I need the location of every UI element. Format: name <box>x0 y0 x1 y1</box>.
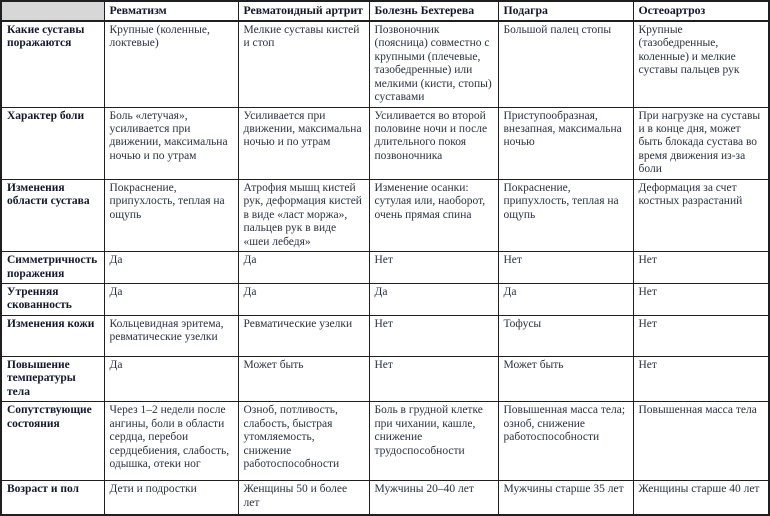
table-cell: Атрофия мышц кистей рук, деформация кистей в виде «ласт моржа», пальцев рук в виде «шеи лебедя» <box>238 179 369 251</box>
table-cell: Тофусы <box>498 315 633 356</box>
table-cell: Женщины старше 40 лет <box>633 481 769 515</box>
table-cell: Может быть <box>238 356 369 401</box>
column-header-bekhterev-disease: Болезнь Бехтерева <box>369 1 498 21</box>
row-label: Сопутствующие состояния <box>1 402 104 481</box>
column-header-osteoarthrosis: Остеоартроз <box>633 1 769 21</box>
row-label: Характер боли <box>1 107 104 179</box>
row-label: Изменения кожи <box>1 315 104 356</box>
table-cell: Да <box>104 356 238 401</box>
table-cell: Да <box>369 283 498 315</box>
table-row-skin-changes <box>1 315 769 356</box>
table-cell: Крупные (тазобедренные, коленные) и мелкие суставы пальцев рук <box>633 21 769 107</box>
table-cell: Нет <box>369 356 498 401</box>
table-cell: Ревматические узелки <box>238 315 369 356</box>
table-cell: Покраснение, припухлость, теплая на ощупь <box>104 179 238 251</box>
table-cell: Женщины 50 и более лет <box>238 481 369 515</box>
table-cell: Мелкие суставы кистей и стоп <box>238 21 369 107</box>
table-cell: Может быть <box>498 356 633 401</box>
table-row-morning-stiffness <box>1 283 769 315</box>
table-cell: Кольцевидная эритема, ревматические узелки <box>104 315 238 356</box>
table-cell: При нагрузке на суставы и в конце дня, может быть блокада сустава во время движения из-за боли <box>633 107 769 179</box>
table-cell: Нет <box>369 315 498 356</box>
table-row-age-and-sex <box>1 481 769 515</box>
table-cell: Нет <box>633 315 769 356</box>
table-cell: Да <box>498 283 633 315</box>
table-cell: Боль «летучая», усиливается при движении, максимальна ночью и по утрам <box>104 107 238 179</box>
table-row-symmetry <box>1 252 769 284</box>
table-row-joint-area-changes <box>1 179 769 251</box>
corner-cell <box>1 1 104 21</box>
table-cell: Озноб, потливость, слабость, быстрая утомляемость, снижение работоспособности <box>238 402 369 481</box>
table-cell: Усиливается во второй половине ночи и после длительного покоя позвоночника <box>369 107 498 179</box>
table-cell: Приступообразная, внезапная, максимальна ночью <box>498 107 633 179</box>
table-cell: Нет <box>498 252 633 284</box>
table-cell: Крупные (коленные, локтевые) <box>104 21 238 107</box>
table-row-pain-character <box>1 107 769 179</box>
table-cell: Нет <box>369 252 498 284</box>
table-cell: Да <box>104 252 238 284</box>
table-cell: Мужчины 20–40 лет <box>369 481 498 515</box>
header-row <box>1 1 769 21</box>
table-cell: Большой палец стопы <box>498 21 633 107</box>
table-cell: Нет <box>633 356 769 401</box>
table-cell: Да <box>238 283 369 315</box>
table-cell: Боль в грудной клетке при чихании, кашле, снижение трудоспособности <box>369 402 498 481</box>
table-cell: Да <box>104 283 238 315</box>
row-label: Повышение температуры тела <box>1 356 104 401</box>
row-label: Симметричность поражения <box>1 252 104 284</box>
table-cell: Да <box>238 252 369 284</box>
row-label: Утренняя скованность <box>1 283 104 315</box>
table-cell: Мужчины старше 35 лет <box>498 481 633 515</box>
table-row-fever <box>1 356 769 401</box>
row-label: Возраст и пол <box>1 481 104 515</box>
table-row-affected-joints <box>1 21 769 107</box>
table-cell: Усиливается при движении, максимальна ночью и по утрам <box>238 107 369 179</box>
column-header-rheumatoid-arthritis: Ревматоидный артрит <box>238 1 369 21</box>
table-cell: Нет <box>633 283 769 315</box>
table-cell: Через 1–2 недели после ангины, боли в области сердца, перебои сердцебиения, слабость, одышка, отеки ног <box>104 402 238 481</box>
table-cell: Дети и подростки <box>104 481 238 515</box>
table-row-accompanying-conditions <box>1 402 769 481</box>
column-header-gout: Подагра <box>498 1 633 21</box>
table-cell: Повышенная масса тела; озноб, снижение работоспособности <box>498 402 633 481</box>
table-cell: Повышенная масса тела <box>633 402 769 481</box>
table-cell: Покраснение, припухлость, теплая на ощупь <box>498 179 633 251</box>
row-label: Изменения области сустава <box>1 179 104 251</box>
table-cell: Позвоночник (поясница) совместно с крупными (плечевые, тазобедренные) или мелкими (кисти, стопы) суставами <box>369 21 498 107</box>
row-label: Какие суставы поражаются <box>1 21 104 107</box>
table-cell: Нет <box>633 252 769 284</box>
column-header-rheumatism: Ревматизм <box>104 1 238 21</box>
table-cell: Деформация за счет костных разрастаний <box>633 179 769 251</box>
table-cell: Изменение осанки: сутулая или, наоборот, очень прямая спина <box>369 179 498 251</box>
